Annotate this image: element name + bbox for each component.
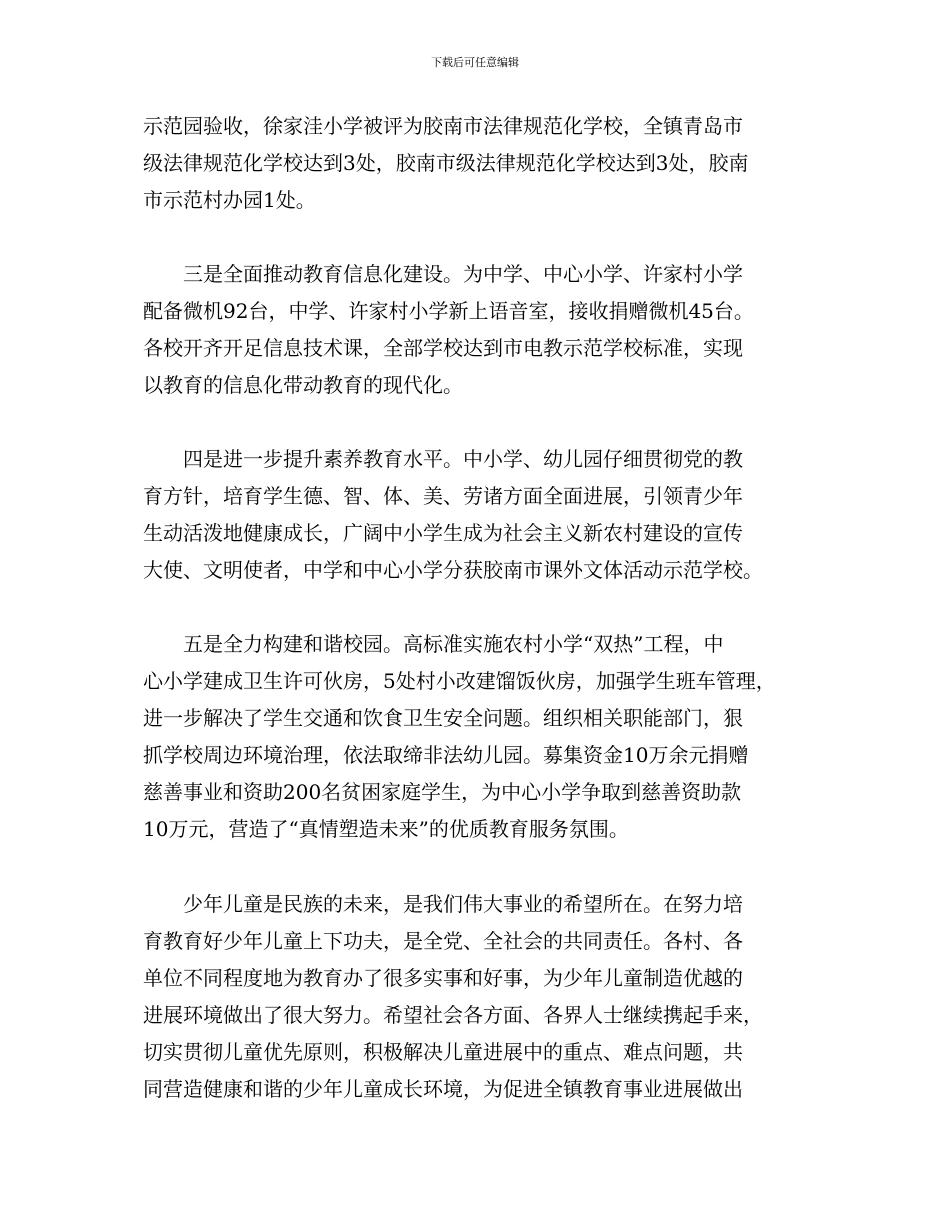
text-line: 生动活泼地健康成长，广阔中小学生成为社会主义新农村建设的宣传 xyxy=(143,521,743,545)
text-line: 切实贯彻儿童优先原则，积极解决儿童进展中的重点、难点问题，共 xyxy=(143,1040,743,1064)
text-line: 同营造健康和谐的少年儿童成长环境，为促进全镇教育事业进展做出 xyxy=(143,1077,743,1101)
text-line: 心小学建成卫生许可伙房，5处村小改建馏饭伙房，加强学生班车管理， xyxy=(143,669,776,693)
text-line: 进一步解决了学生交通和饮食卫生安全问题。组织相关职能部门，狠 xyxy=(143,706,743,730)
text-line: 慈善事业和资助200名贫困家庭学生，为中心小学争取到慈善资助款 xyxy=(143,780,742,804)
text-line: 三是全面推动教育信息化建设。为中学、中心小学、许家村小学 xyxy=(183,262,743,286)
text-line: 抓学校周边环境治理，依法取缔非法幼儿园。募集资金10万余元捐赠 xyxy=(143,743,749,767)
text-line: 配备微机92台，中学、许家村小学新上语音室，接收捐赠微机45台。 xyxy=(143,299,754,323)
text-line: 示范园验收，徐家洼小学被评为胶南市法律规范化学校，全镇青岛市 xyxy=(143,114,743,138)
text-line: 大使、文明使者，中学和中心小学分获胶南市课外文体活动示范学校。 xyxy=(143,558,763,582)
text-line: 单位不同程度地为教育办了很多实事和好事，为少年儿童制造优越的 xyxy=(143,966,743,990)
text-line: 育教育好少年儿童上下功夫，是全党、全社会的共同责任。各村、各 xyxy=(143,929,743,953)
page-header: 下载后可任意编辑 xyxy=(431,56,519,69)
text-line: 育方针，培育学生德、智、体、美、劳诸方面全面进展，引领青少年 xyxy=(143,484,743,508)
text-line: 进展环境做出了很大努力。希望社会各方面、各界人士继续携起手来， xyxy=(143,1003,763,1027)
text-line: 10万元，营造了“真情塑造未来”的优质教育服务氛围。 xyxy=(143,817,629,841)
text-line: 以教育的信息化带动教育的现代化。 xyxy=(143,373,463,397)
text-line: 四是进一步提升素养教育水平。中小学、幼儿园仔细贯彻党的教 xyxy=(183,447,743,471)
text-line: 各校开齐开足信息技术课，全部学校达到市电教示范学校标准，实现 xyxy=(143,336,743,360)
text-line: 市示范村办园1处。 xyxy=(143,188,316,212)
text-line: 级法律规范化学校达到3处，胶南市级法律规范化学校达到3处，胶南 xyxy=(143,151,749,175)
text-line: 五是全力构建和谐校园。高标准实施农村小学“双热”工程，中 xyxy=(183,632,724,656)
text-line: 少年儿童是民族的未来，是我们伟大事业的希望所在。在努力培 xyxy=(183,892,743,916)
